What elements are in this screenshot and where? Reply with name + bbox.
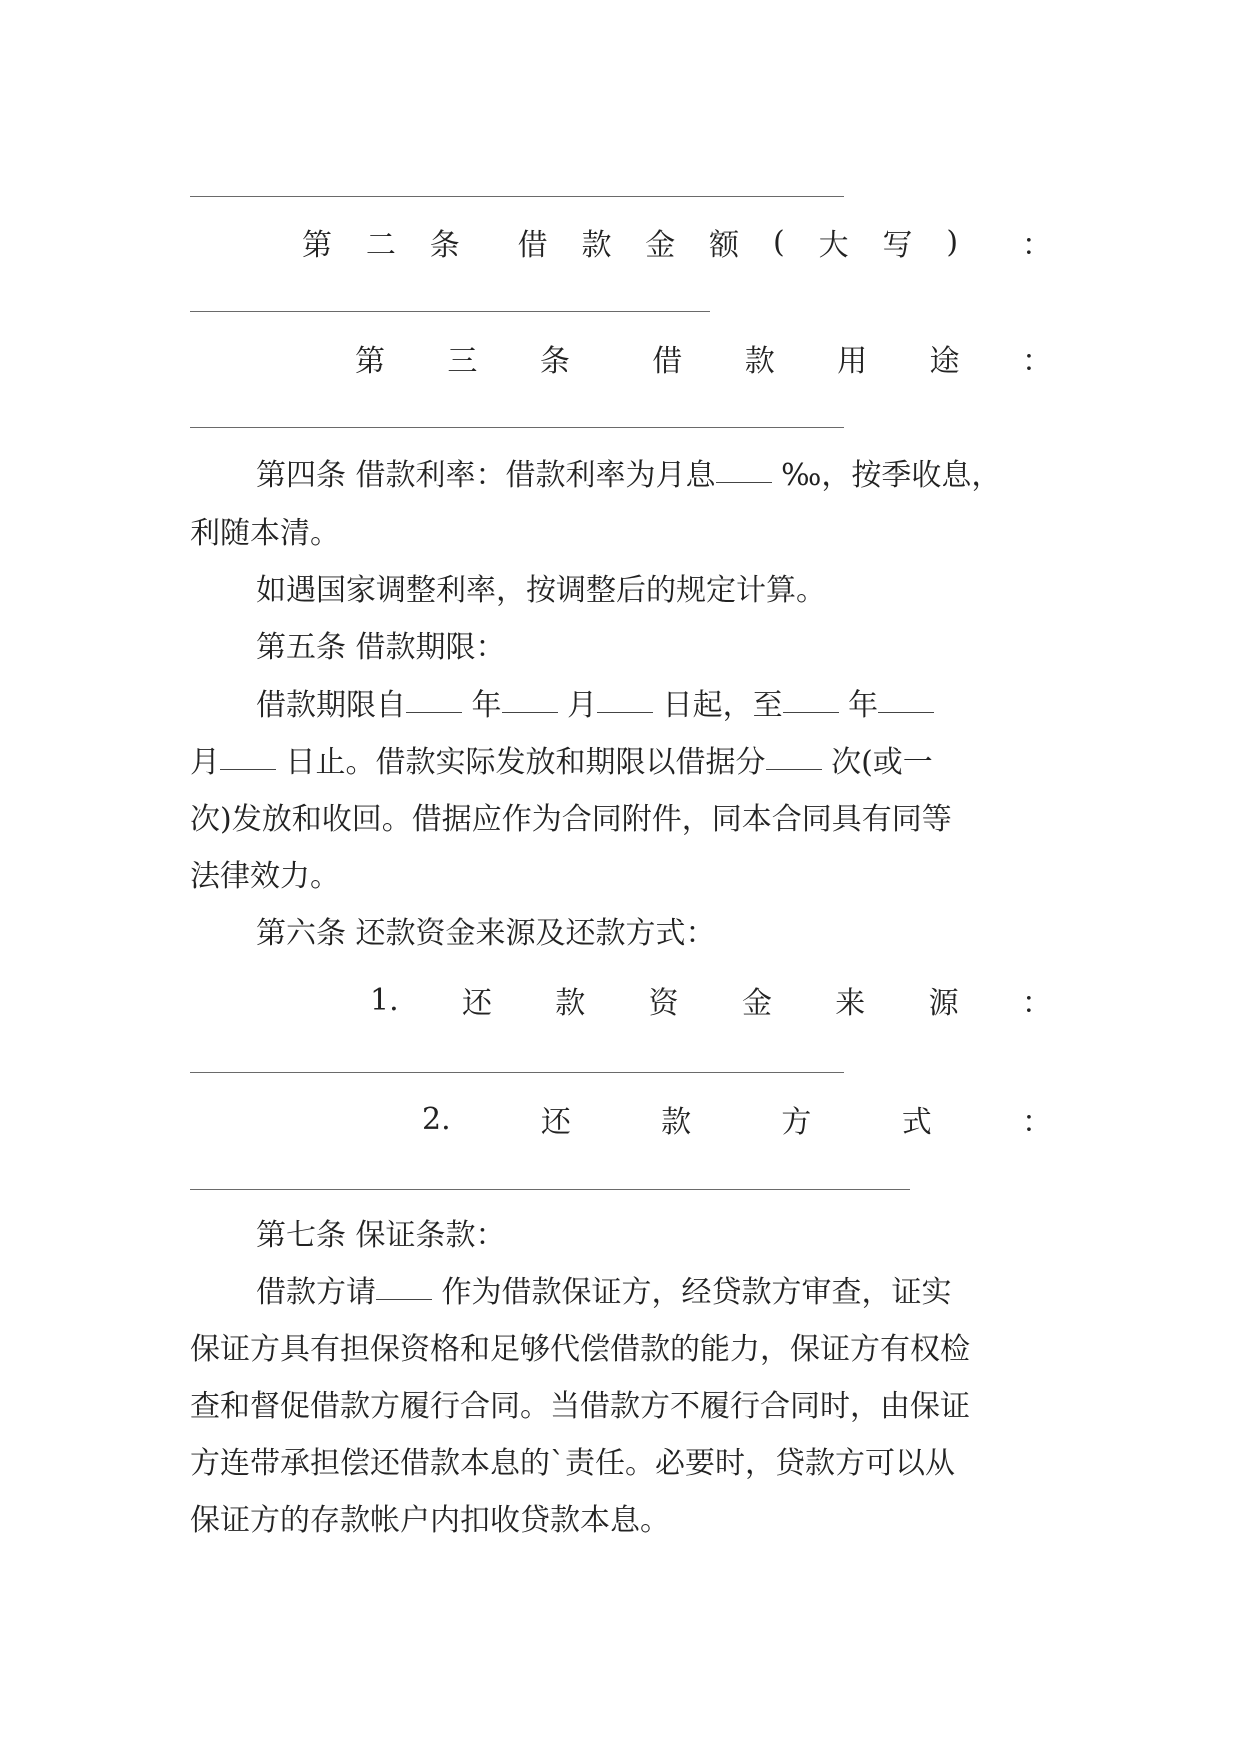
article-5-term-line2: 月 日止。借款实际发放和期限以借据分 次(或一 [190, 745, 933, 780]
fill-in-line [190, 1072, 844, 1073]
article-4-line2: 利随本清。 [190, 516, 340, 551]
fill-in-line [190, 1189, 910, 1190]
guarantee-line3: 查和督促借款方履行合同。当借款方不履行合同时，由保证 [190, 1389, 970, 1424]
article-5-term-line1: 借款期限自 年 月 日起，至 年 [190, 676, 1118, 736]
article-2-amount: 第 二 条 借 款 金 额 ( 大 写 ) ： [302, 224, 1052, 263]
guarantee-line2: 保证方具有担保资格和足够代偿借款的能力，保证方有权检 [190, 1332, 970, 1367]
repayment-method-item: 2. 还 款 方 式 ： [422, 1101, 1052, 1140]
blank-field [597, 692, 653, 713]
blank-field [376, 1279, 432, 1300]
guarantee-line1: 借款方请 作为借款保证方，经贷款方审查，证实 [256, 1275, 952, 1310]
article-3-purpose: 第 三 条 借 款 用 途 ： [355, 344, 1052, 379]
blank-field [406, 692, 462, 713]
fill-in-line [190, 196, 844, 197]
article-5-term-line4: 法律效力。 [190, 859, 340, 894]
article-6-title: 第六条 还款资金来源及还款方式： [256, 916, 716, 951]
blank-field [783, 692, 839, 713]
blank-field [716, 462, 772, 483]
article-5-title: 第五条 借款期限： [256, 630, 506, 665]
rate-adjust-clause: 如遇国家调整利率，按调整后的规定计算。 [256, 573, 826, 608]
article-4-interest: 第四条 借款利率：借款利率为月息 ‰，按季收息， [256, 458, 1002, 493]
fill-in-line [190, 427, 844, 428]
article-7-title: 第七条 保证条款： [256, 1218, 506, 1253]
blank-field [220, 749, 276, 770]
guarantee-line5: 保证方的存款帐户内扣收贷款本息。 [190, 1503, 670, 1538]
article-5-term-line3: 次)发放和收回。借据应作为合同附件，同本合同具有同等 [190, 802, 952, 837]
repayment-source-item: 1. 还 款 资 金 来 源 ： [370, 982, 1052, 1021]
blank-field [766, 749, 822, 770]
guarantee-line4: 方连带承担偿还借款本息的`责任。必要时，贷款方可以从 [190, 1446, 955, 1481]
blank-field [878, 692, 934, 713]
fill-in-line [190, 311, 710, 312]
blank-field [502, 692, 558, 713]
